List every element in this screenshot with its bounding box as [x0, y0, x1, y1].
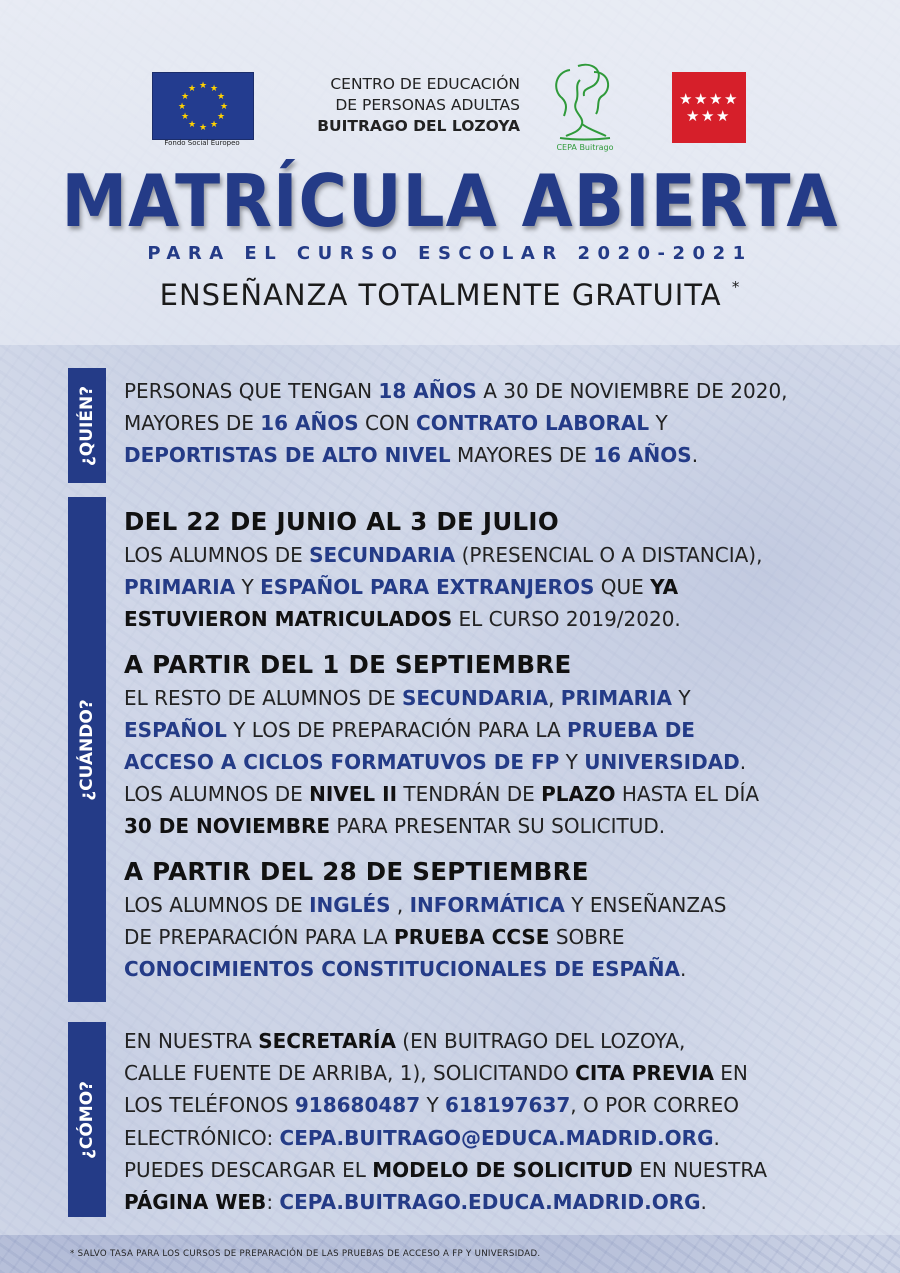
cuando-line: PRIMARIA Y ESPAÑOL PARA EXTRANJEROS QUE YA: [124, 575, 679, 600]
center-name-line1: CENTRO DE EDUCACIÓN: [330, 75, 520, 93]
center-name-line2: DE PERSONAS ADULTAS: [335, 96, 520, 114]
quien-line: DEPORTISTAS DE ALTO NIVEL MAYORES DE 16 AÑOS.: [124, 443, 699, 468]
label-quien: [68, 368, 106, 483]
cuando-line: ESTUVIERON MATRICULADOS EL CURSO 2019/2020.: [124, 607, 681, 632]
quien-line: PERSONAS QUE TENGAN 18 AÑOS A 30 DE NOVIEMBRE DE 2020,: [124, 379, 788, 403]
quien-line: MAYORES DE 16 AÑOS CON CONTRATO LABORAL Y: [124, 411, 668, 436]
label-como-text: ¿CÓMO?: [77, 1080, 97, 1159]
cuando-line: 30 DE NOVIEMBRE PARA PRESENTAR SU SOLICITUD.: [124, 814, 666, 839]
footnote-marker: *: [731, 278, 741, 296]
free-education-banner: [0, 278, 900, 312]
label-como: [68, 1022, 106, 1217]
cuando-line: EL RESTO DE ALUMNOS DE SECUNDARIA, PRIMARIA Y: [124, 685, 691, 710]
cuando-section: [124, 505, 844, 985]
eu-caption: Fondo Social Europeo: [164, 139, 240, 147]
phone-1: 918680487: [294, 1093, 421, 1118]
como-line: EN NUESTRA SECRETARÍA (EN BUITRAGO DEL LOZOYA,: [124, 1029, 686, 1053]
como-line: LOS TELÉFONOS 918680487 Y 618197637, O POR CORREO: [124, 1093, 740, 1118]
label-cuando: [68, 497, 106, 1002]
cuando-line: CONOCIMIENTOS CONSTITUCIONALES DE ESPAÑA.: [124, 957, 687, 982]
free-education-text: ENSEÑANZA TOTALMENTE GRATUITA: [159, 278, 722, 312]
phone-2: 618197637: [445, 1093, 571, 1118]
cuando-line: LOS ALUMNOS DE INGLÉS , INFORMÁTICA Y ENSEÑANZAS: [124, 892, 727, 917]
cuando-heading-1: DEL 22 DE JUNIO AL 3 DE JULIO: [124, 507, 559, 536]
cuando-line: LOS ALUMNOS DE NIVEL II TENDRÁN DE PLAZO HASTA EL DÍA: [124, 782, 760, 807]
email-address: CEPA.BUITRAGO@EDUCA.MADRID.ORG: [279, 1125, 714, 1150]
como-section: [124, 1025, 844, 1218]
label-quien-text: ¿QUIÉN?: [77, 385, 97, 466]
subtitle: PARA EL CURSO ESCOLAR 2020-2021: [147, 243, 753, 264]
cuando-line: ESPAÑOL Y LOS DE PREPARACIÓN PARA LA PRUEBA DE: [124, 717, 695, 742]
footnote: * SALVO TASA PARA LOS CURSOS DE PREPARACIÓN DE LAS PRUEBAS DE ACCESO A FP Y UNIVERSIDAD.: [70, 1249, 541, 1259]
eu-flag-logo: ★ ★ ★ ★ ★ ★ ★ ★ ★ ★ ★ ★: [152, 72, 254, 140]
cepa-logo-text: CEPA Buitrago: [556, 143, 614, 152]
cuando-line: DE PREPARACIÓN PARA LA PRUEBA CCSE SOBRE: [124, 924, 625, 949]
cepa-logo: [550, 60, 620, 155]
center-name: [280, 74, 520, 137]
cuando-heading-2: A PARTIR DEL 1 DE SEPTIEMBRE: [124, 649, 572, 679]
cuando-line: ACCESO A CICLOS FORMATUVOS DE FP Y UNIVERSIDAD.: [124, 750, 747, 775]
comunidad-madrid-flag: ★ ★ ★ ★ ★ ★ ★: [672, 72, 746, 143]
label-cuando-text: ¿CUÁNDO?: [77, 698, 97, 801]
cuando-heading-3: A PARTIR DEL 28 DE SEPTIEMBRE: [124, 856, 589, 886]
como-line: CALLE FUENTE DE ARRIBA, 1), SOLICITANDO CITA PREVIA EN: [124, 1061, 748, 1086]
quien-section: [124, 375, 844, 472]
como-line: PUEDES DESCARGAR EL MODELO DE SOLICITUD EN NUESTRA: [124, 1157, 768, 1182]
main-title: MATRÍCULA ABIERTA: [61, 159, 839, 244]
como-line: PÁGINA WEB: CEPA.BUITRAGO.EDUCA.MADRID.ORG.: [124, 1190, 707, 1215]
center-name-line3: BUITRAGO DEL LOZOYA: [317, 117, 520, 135]
como-line: ELECTRÓNICO: CEPA.BUITRAGO@EDUCA.MADRID.ORG.: [124, 1125, 720, 1150]
website-url: CEPA.BUITRAGO.EDUCA.MADRID.ORG: [279, 1190, 701, 1215]
cuando-line: LOS ALUMNOS DE SECUNDARIA (PRESENCIAL O A DISTANCIA),: [124, 543, 763, 567]
